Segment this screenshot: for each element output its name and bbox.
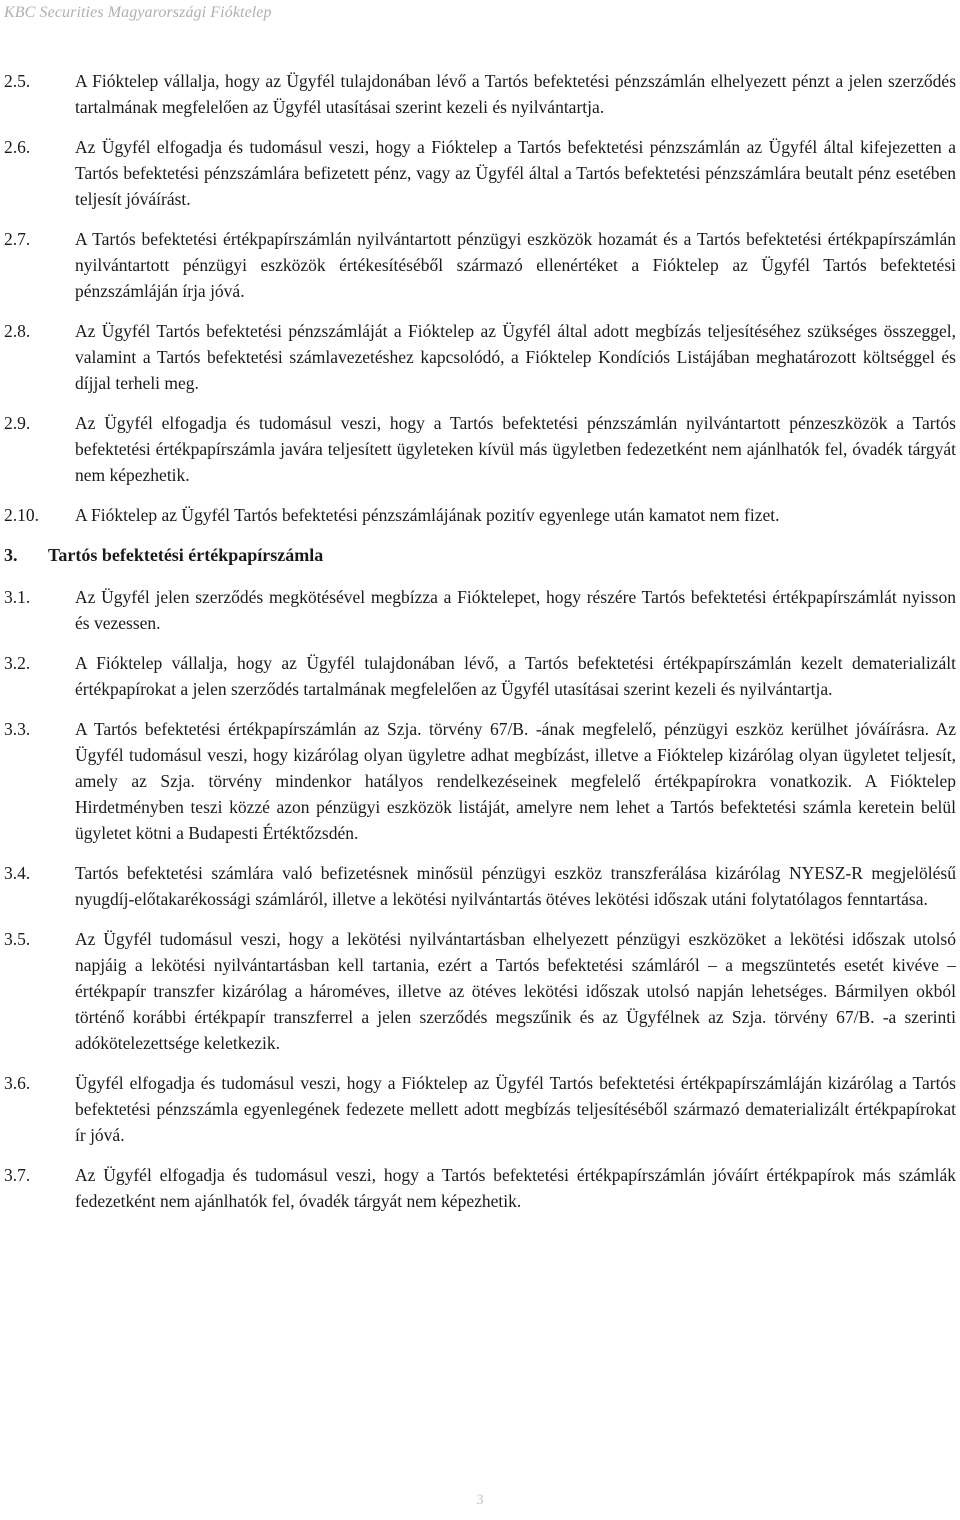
clause-2-9 <box>0 410 960 488</box>
clause-text: A Fióktelep vállalja, hogy az Ügyfél tulajdonában lévő a Tartós befektetési pénzszámlán elhelyezett pénzt a jelen szerződés tartalmának megfelelően az Ügyfél utasításai szerint kezeli és nyilvántartja. <box>75 71 956 117</box>
clause-number: 2.9. <box>4 413 31 433</box>
heading-number: 3. <box>4 545 18 565</box>
clause-number: 3.2. <box>4 653 31 673</box>
clause-number: 3.4. <box>4 863 31 883</box>
clause-number: 2.8. <box>4 321 31 341</box>
clause-2-7 <box>0 226 960 304</box>
clause-number: 3.3. <box>4 719 31 739</box>
clause-text: Az Ügyfél elfogadja és tudomásul veszi, hogy a Tartós befektetési értékpapírszámlán jóváírt értékpapírok más számlák fedezetként nem ajánlhatók fel, óvadék tárgyát nem képezhetik. <box>75 1165 956 1211</box>
clause-text: Ügyfél elfogadja és tudomásul veszi, hogy a Fióktelep az Ügyfél Tartós befektetési értékpapírszámláján kizárólag a Tartós befektetési pénzszámla egyenlegének fedezete mellett adott megbízás teljesítéséből származó dematerializált értékpapírokat ír jóvá. <box>75 1073 956 1145</box>
clause-number: 2.10. <box>4 505 39 525</box>
clause-3-6 <box>0 1070 960 1148</box>
page-number: 3 <box>476 1492 484 1508</box>
clause-number: 2.7. <box>4 229 31 249</box>
document-body <box>0 68 960 1228</box>
clause-2-10 <box>0 502 960 528</box>
clause-number: 3.5. <box>4 929 31 949</box>
clause-2-8 <box>0 318 960 396</box>
clause-3-4 <box>0 860 960 912</box>
running-header: KBC Securities Magyarországi Fióktelep <box>4 4 272 21</box>
clause-text: Az Ügyfél tudomásul veszi, hogy a lekötési nyilvántartásban elhelyezett pénzügyi eszközöket a lekötési időszak utolsó napjáig a lekötési nyilvántartásban kell tartania, ezért a Tartós befektetési számláról – a megszüntetés esetét kivéve – értékpapír transzfer kizárólag a hároméves, illetve az ötéves lekötési időszak utolsó napján lehetséges. Bármilyen okból történő korábbi értékpapír transzferrel a jelen szerződés megszűnik és az Ügyfélnek az Szja. törvény 67/B. -a szerinti adókötelezettsége keletkezik. <box>75 929 956 1053</box>
clause-text: A Tartós befektetési értékpapírszámlán az Szja. törvény 67/B. -ának megfelelő, pénzügyi eszköz kerülhet jóváírásra. Az Ügyfél tudomásul veszi, hogy kizárólag olyan ügyletre adhat megbízást, illetve a Fióktelep kizárólag olyan ügyletet teljesít, amely az Szja. törvény mindenkor hatályos rendelkezéseinek megfelelő értékpapírokra vonatkozik. A Fióktelep Hirdetményben teszi közzé azon pénzügyi eszközök listáját, amelyre nem lehet a Tartós befektetési számla keretein belül ügyletet kötni a Budapesti Értéktőzsdén. <box>75 719 956 843</box>
clause-2-6 <box>0 134 960 212</box>
clause-3-1 <box>0 584 960 636</box>
clause-text: Az Ügyfél jelen szerződés megkötésével megbízza a Fióktelepet, hogy részére Tartós befektetési értékpapírszámlát nyisson és vezessen. <box>75 587 956 633</box>
clause-3-5 <box>0 926 960 1056</box>
section-heading <box>0 542 960 568</box>
clause-text: Az Ügyfél elfogadja és tudomásul veszi, hogy a Tartós befektetési pénzszámlán nyilvántartott pénzeszközök a Tartós befektetési értékpapírszámla javára teljesített ügyleteken kívül más ügyletben fedezetként nem ajánlhatók fel, óvadék tárgyát nem képezhetik. <box>75 413 956 485</box>
clause-text: A Tartós befektetési értékpapírszámlán nyilvántartott pénzügyi eszközök hozamát és a Tartós befektetési értékpapírszámlán nyilvántartott pénzügyi eszközök értékesítéséből származó ellenértéket a Fióktelep az Ügyfél Tartós befektetési pénzszámláján írja jóvá. <box>75 229 956 301</box>
clause-text: Az Ügyfél elfogadja és tudomásul veszi, hogy a Fióktelep a Tartós befektetési pénzszámlán az Ügyfél által kifejezetten a Tartós befektetési pénzszámlára befizetett pénz, vagy az Ügyfél által a Tartós befektetési pénzszámlára beutalt pénz esetében teljesít jóváírást. <box>75 137 956 209</box>
clause-number: 3.1. <box>4 587 31 607</box>
clause-3-7 <box>0 1162 960 1214</box>
clause-text: Tartós befektetési számlára való befizetésnek minősül pénzügyi eszköz transzferálása kizárólag NYESZ-R megjelölésű nyugdíj-előtakarékossági számláról, illetve a lekötési nyilvántartás ötéves lekötési időszak utáni folytatólagos fenntartása. <box>75 863 956 909</box>
clause-number: 3.7. <box>4 1165 31 1185</box>
clause-3-3 <box>0 716 960 846</box>
clause-2-5 <box>0 68 960 120</box>
clause-number: 2.6. <box>4 137 31 157</box>
clause-text: A Fióktelep az Ügyfél Tartós befektetési pénzszámlájának pozitív egyenlege után kamatot nem fizet. <box>75 505 780 525</box>
clause-text: A Fióktelep vállalja, hogy az Ügyfél tulajdonában lévő, a Tartós befektetési értékpapírszámlán kezelt dematerializált értékpapírokat a jelen szerződés tartalmának megfelelően az Ügyfél utasításai szerint kezeli és nyilvántartja. <box>75 653 956 699</box>
clause-text: Az Ügyfél Tartós befektetési pénzszámláját a Fióktelep az Ügyfél által adott megbízás teljesítéséhez szükséges összeggel, valamint a Tartós befektetési számlavezetéshez kapcsolódó, a Fióktelep Kondíciós Listájában meghatározott költséggel és díjjal terheli meg. <box>75 321 956 393</box>
clause-3-2 <box>0 650 960 702</box>
clause-number: 2.5. <box>4 71 31 91</box>
clause-number: 3.6. <box>4 1073 31 1093</box>
heading-text: Tartós befektetési értékpapírszámla <box>48 545 324 565</box>
